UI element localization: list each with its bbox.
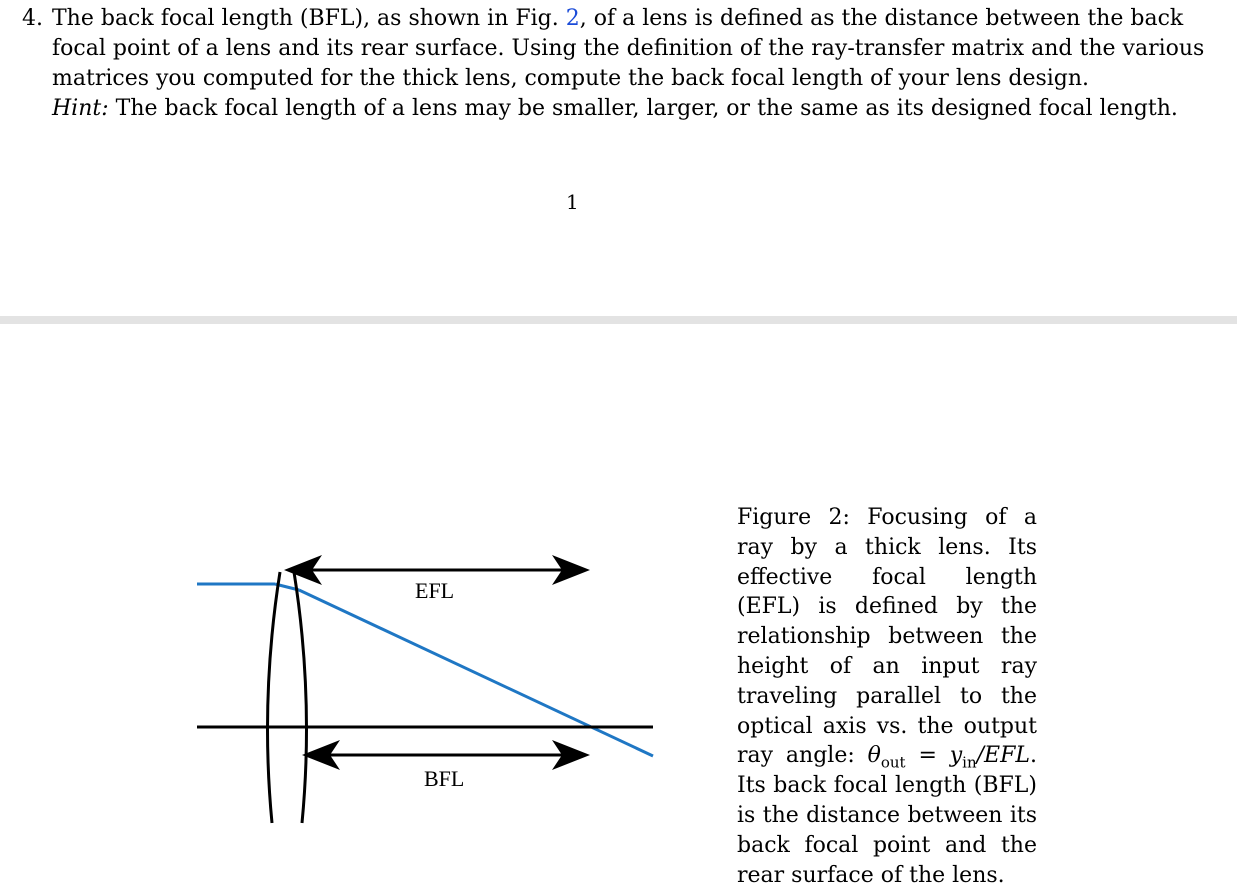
problem-number: 4. [22, 6, 43, 31]
page-separator [0, 316, 1237, 324]
equals-sign: = [905, 743, 950, 769]
page-top [0, 0, 1237, 316]
problem-4 [22, 4, 1222, 124]
figure-reference-link[interactable]: 2 [565, 6, 580, 31]
hint-text: The back focal length of a lens may be smaller, larger, or the same as its designed focal length. [108, 96, 1178, 121]
lens-rear-edge [294, 572, 307, 823]
page-number: 1 [566, 190, 579, 214]
caption-text-part-1: Figure 2: Focusing of a ray by a thick lens. Its effective focal length (EFL) is defined by the relationship between the height of an input ray traveling parallel to the optical axis vs. the output ray angle: [737, 505, 1037, 769]
bfl-label: BFL [424, 766, 465, 791]
y-subscript: in [962, 753, 977, 772]
efl-divisor: /EFL [976, 743, 1030, 769]
theta-subscript: out [880, 753, 906, 772]
lens-front-edge [268, 572, 281, 823]
hint-label: Hint: [52, 96, 109, 121]
caption-text-part-2: . Its back focal length (BFL) is the distance between its back focal point and the rear surface of the lens. [737, 743, 1037, 888]
y-symbol: y [949, 743, 963, 769]
figure-caption [737, 503, 1037, 890]
theta-symbol: θ [867, 743, 881, 769]
efl-label: EFL [415, 578, 455, 603]
problem-text [52, 4, 1222, 124]
problem-text-part-2: , of a lens is defined as the distance between the back focal point of a lens and its rear surface. Using the definition of the ray-transfer matrix and the various matrices you computed for the thick lens, compute the back focal length of your lens design. [52, 6, 1205, 91]
problem-text-part-1: The back focal length (BFL), as shown in Fig. [52, 6, 566, 31]
outgoing-ray [299, 590, 653, 756]
